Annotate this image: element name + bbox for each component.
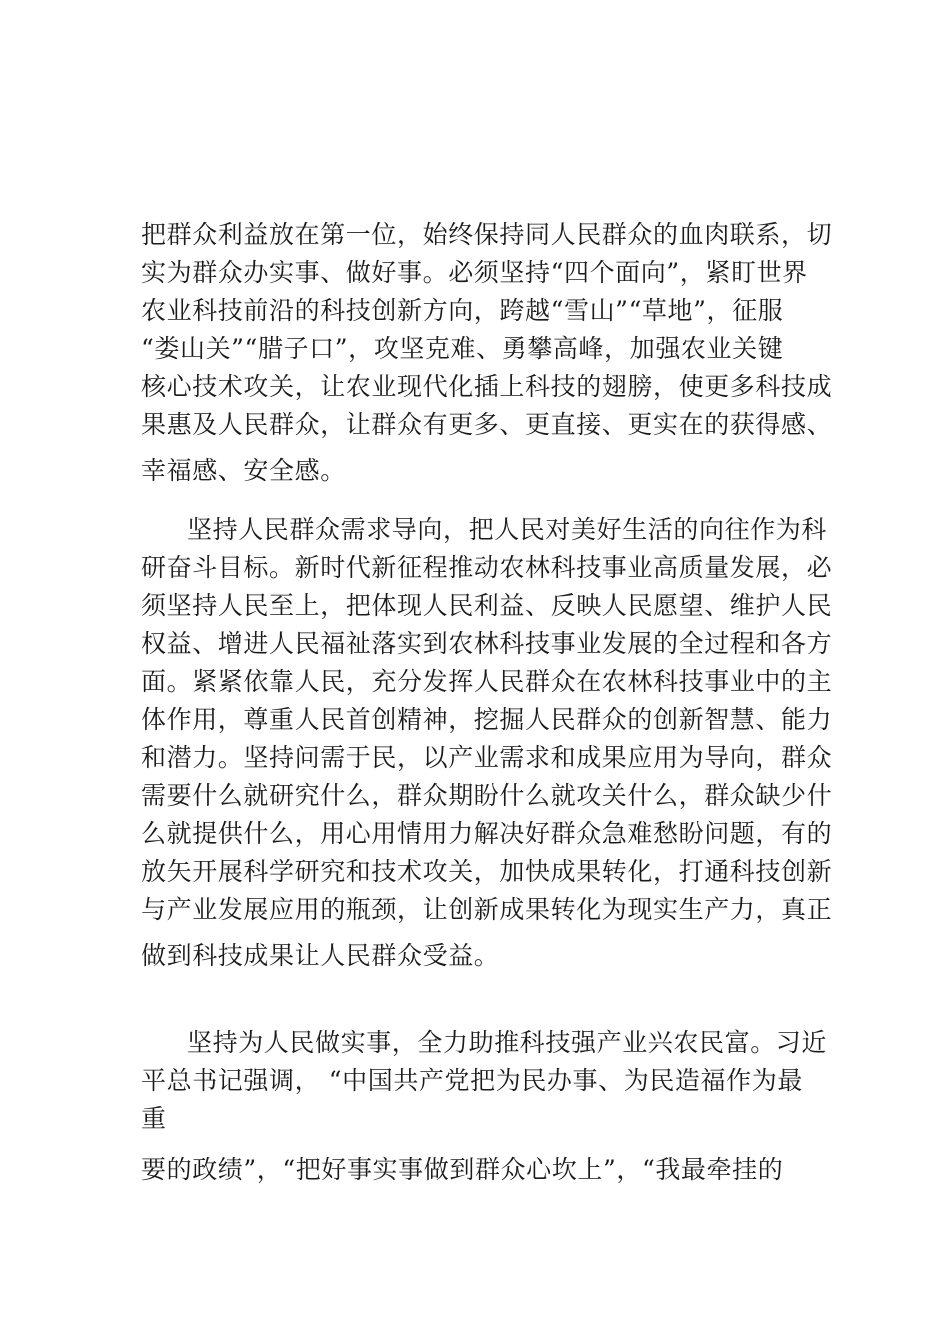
paragraph-2-line-2: 研奋斗目标。新时代新征程推动农林科技事业高质量发展，必 — [141, 553, 833, 582]
paragraph-2-line-5: 面。紧紧依靠人民，充分发挥人民群众在农林科技事业中的主 — [141, 667, 833, 696]
paragraph-1-line-5: 核心技术攻关，让农业现代化插上科技的翅膀，使更多科技成 — [141, 372, 833, 401]
paragraph-2-line-7: 和潜力。坚持问需于民，以产业需求和成果应用为导向，群众 — [141, 743, 833, 772]
paragraph-2-line-1: 坚持人民群众需求导向，把人民对美好生活的向往作为科 — [187, 515, 828, 544]
paragraph-2-line-12: 做到科技成果让人民群众受益。 — [141, 941, 500, 970]
paragraph-3-line-4: 要的政绩”，“把好事实事做到群众心坎上”，“我最牵挂的 — [141, 1155, 784, 1184]
paragraph-2-line-10: 放矢开展科学研究和技术攻关，加快成果转化，打通科技创新 — [141, 857, 833, 886]
paragraph-1-line-3: 农业科技前沿的科技创新方向，跨越“雪山”“草地”，征服 — [141, 296, 784, 325]
paragraph-3-line-3: 重 — [141, 1104, 167, 1133]
paragraph-2-line-8: 需要什么就研究什么，群众期盼什么就攻关什么，群众缺少什 — [141, 781, 833, 810]
paragraph-3-line-2: 平总书记强调， “中国共产党把为民办事、为民造福作为最 — [141, 1066, 803, 1095]
paragraph-1-line-1: 把群众利益放在第一位，始终保持同人民群众的血肉联系，切 — [141, 220, 833, 249]
paragraph-1-line-4: “娄山关”“腊子口”，攻坚克难、勇攀高峰，加强农业关键 — [141, 334, 784, 363]
paragraph-3-line-1: 坚持为人民做实事，全力助推科技强产业兴农民富。习近 — [187, 1028, 828, 1057]
paragraph-1-line-7: 幸福感、安全感。 — [141, 456, 346, 485]
paragraph-2-line-6: 体作用，尊重人民首创精神，挖掘人民群众的创新智慧、能力 — [141, 705, 833, 734]
paragraph-2-line-9: 么就提供什么，用心用情用力解决好群众急难愁盼问题，有的 — [141, 819, 833, 848]
paragraph-1-line-6: 果惠及人民群众，让群众有更多、更直接、更实在的获得感、 — [141, 410, 833, 439]
paragraph-2-line-11: 与产业发展应用的瓶颈，让创新成果转化为现实生产力，真正 — [141, 895, 833, 924]
paragraph-2-line-3: 须坚持人民至上，把体现人民利益、反映人民愿望、维护人民 — [141, 591, 833, 620]
paragraph-2-line-4: 权益、增进人民福祉落实到农林科技事业发展的全过程和各方 — [141, 629, 833, 658]
paragraph-1-line-2: 实为群众办实事、做好事。必须坚持“四个面向”，紧盯世界 — [141, 258, 808, 287]
